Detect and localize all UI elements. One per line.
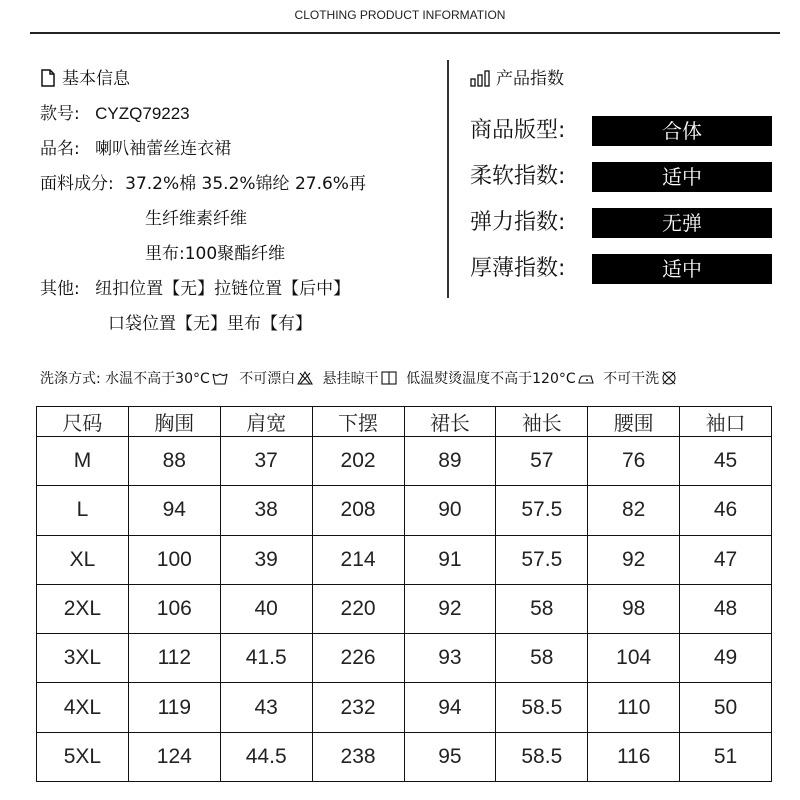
other-value-line2: 口袋位置【无】里布【有】 (108, 314, 312, 334)
column-header: 尺码 (37, 407, 129, 437)
measurement-cell: 116 (588, 732, 680, 781)
measurement-cell: 43 (220, 683, 312, 732)
measurement-cell: 91 (404, 535, 496, 584)
measurement-cell: 110 (588, 683, 680, 732)
name-value: 喇叭袖蕾丝连衣裙 (95, 139, 232, 159)
measurement-cell: 44.5 (220, 732, 312, 781)
washing-item-text: 不可漂白 (239, 371, 296, 387)
measurement-cell: 202 (312, 437, 404, 486)
measurement-cell: 58.5 (496, 732, 588, 781)
measurement-cell: 76 (588, 437, 680, 486)
other-label: 其他: (40, 279, 80, 299)
measurement-cell: 112 (128, 634, 220, 683)
washing-item-text: 水温不高于30°C (105, 371, 210, 387)
fabric-value-line2: 生纤维素纤维 (145, 209, 247, 229)
measurement-cell: 90 (404, 486, 496, 535)
index-value: 适中 (592, 162, 772, 192)
measurement-cell: 232 (312, 683, 404, 732)
measurement-cell: 238 (312, 732, 404, 781)
measurement-cell: 98 (588, 584, 680, 633)
index-value: 合体 (592, 116, 772, 146)
table-row (37, 634, 772, 683)
measurement-cell: 89 (404, 437, 496, 486)
measurement-cell: 58.5 (496, 683, 588, 732)
washing-item-text: 不可干洗 (603, 371, 660, 387)
lining-value: 里布:100聚酯纤维 (145, 244, 286, 264)
iron-icon (578, 371, 594, 385)
column-header: 肩宽 (220, 407, 312, 437)
info-row-other (40, 272, 350, 306)
basic-info-heading (40, 64, 130, 89)
measurement-cell: 40 (220, 584, 312, 633)
measurement-cell: 92 (588, 535, 680, 584)
no-dry-clean-icon (661, 371, 677, 385)
measurement-cell: 47 (680, 535, 772, 584)
column-header: 袖长 (496, 407, 588, 437)
measurement-cell: 124 (128, 732, 220, 781)
measurement-cell: 58 (496, 634, 588, 683)
table-row (37, 535, 772, 584)
column-header: 腰围 (588, 407, 680, 437)
product-index-title: 产品指数 (496, 69, 564, 89)
washing-label: 洗涤方式: (40, 371, 101, 387)
index-value: 无弹 (592, 208, 772, 238)
info-row-code (40, 97, 190, 131)
index-label: 柔软指数: (470, 164, 566, 189)
column-header: 胸围 (128, 407, 220, 437)
measurement-cell: 58 (496, 584, 588, 633)
code-label: 款号: (40, 104, 80, 124)
measurement-cell: 38 (220, 486, 312, 535)
index-label: 商品版型: (470, 118, 566, 143)
index-label: 厚薄指数: (470, 256, 566, 281)
measurement-cell: 220 (312, 584, 404, 633)
measurement-cell: 208 (312, 486, 404, 535)
measurement-cell: 49 (680, 634, 772, 683)
measurement-cell: 82 (588, 486, 680, 535)
measurement-cell: 46 (680, 486, 772, 535)
table-row (37, 437, 772, 486)
measurement-cell: 45 (680, 437, 772, 486)
measurement-cell: 226 (312, 634, 404, 683)
measurement-cell: 39 (220, 535, 312, 584)
size-table (36, 406, 772, 782)
measurement-cell: 50 (680, 683, 772, 732)
measurement-cell: 94 (404, 683, 496, 732)
fabric-label: 面料成分: (40, 174, 114, 194)
measurement-cell: 48 (680, 584, 772, 633)
measurement-cell: 51 (680, 732, 772, 781)
index-label: 弹力指数: (470, 210, 566, 235)
header-divider (30, 32, 780, 34)
washing-instructions (40, 368, 680, 388)
index-value: 适中 (592, 254, 772, 284)
measurement-cell: 119 (128, 683, 220, 732)
info-row-fabric (40, 167, 366, 201)
table-row (37, 683, 772, 732)
size-table-body (37, 437, 772, 782)
measurement-cell: 104 (588, 634, 680, 683)
no-bleach-icon (297, 371, 313, 385)
measurement-cell: 106 (128, 584, 220, 633)
size-cell: 2XL (37, 584, 129, 633)
washing-item-text: 悬挂晾干 (322, 371, 379, 387)
table-row (37, 732, 772, 781)
measurement-cell: 41.5 (220, 634, 312, 683)
measurement-cell: 92 (404, 584, 496, 633)
size-cell: 5XL (37, 732, 129, 781)
size-cell: M (37, 437, 129, 486)
measurement-cell: 214 (312, 535, 404, 584)
fabric-value-line1: 37.2%棉 35.2%锦纶 27.6%再 (125, 174, 366, 194)
measurement-cell: 94 (128, 486, 220, 535)
measurement-cell: 88 (128, 437, 220, 486)
size-cell: 3XL (37, 634, 129, 683)
bar-chart-icon (470, 69, 490, 87)
page-header-title: CLOTHING PRODUCT INFORMATION (294, 8, 506, 22)
table-row (37, 584, 772, 633)
measurement-cell: 93 (404, 634, 496, 683)
measurement-cell: 100 (128, 535, 220, 584)
line-dry-icon (381, 371, 397, 385)
measurement-cell: 57 (496, 437, 588, 486)
table-row (37, 486, 772, 535)
column-header: 袖口 (680, 407, 772, 437)
size-table-header-row (37, 407, 772, 437)
measurement-cell: 57.5 (496, 535, 588, 584)
measurement-cell: 95 (404, 732, 496, 781)
other-value-line1: 纽扣位置【无】拉链位置【后中】 (95, 279, 351, 299)
basic-info-title: 基本信息 (62, 69, 130, 89)
measurement-cell: 37 (220, 437, 312, 486)
size-cell: L (37, 486, 129, 535)
code-value: CYZQ79223 (95, 104, 190, 123)
column-header: 下摆 (312, 407, 404, 437)
section-divider (447, 60, 449, 298)
size-cell: 4XL (37, 683, 129, 732)
washing-item-text: 低温熨烫温度不高于120°C (406, 371, 576, 387)
product-index-heading (470, 64, 564, 89)
measurement-cell: 57.5 (496, 486, 588, 535)
info-row-name (40, 132, 231, 166)
name-label: 品名: (40, 139, 80, 159)
size-cell: XL (37, 535, 129, 584)
document-icon (40, 69, 56, 87)
wash-tub-icon (212, 371, 228, 385)
column-header: 裙长 (404, 407, 496, 437)
